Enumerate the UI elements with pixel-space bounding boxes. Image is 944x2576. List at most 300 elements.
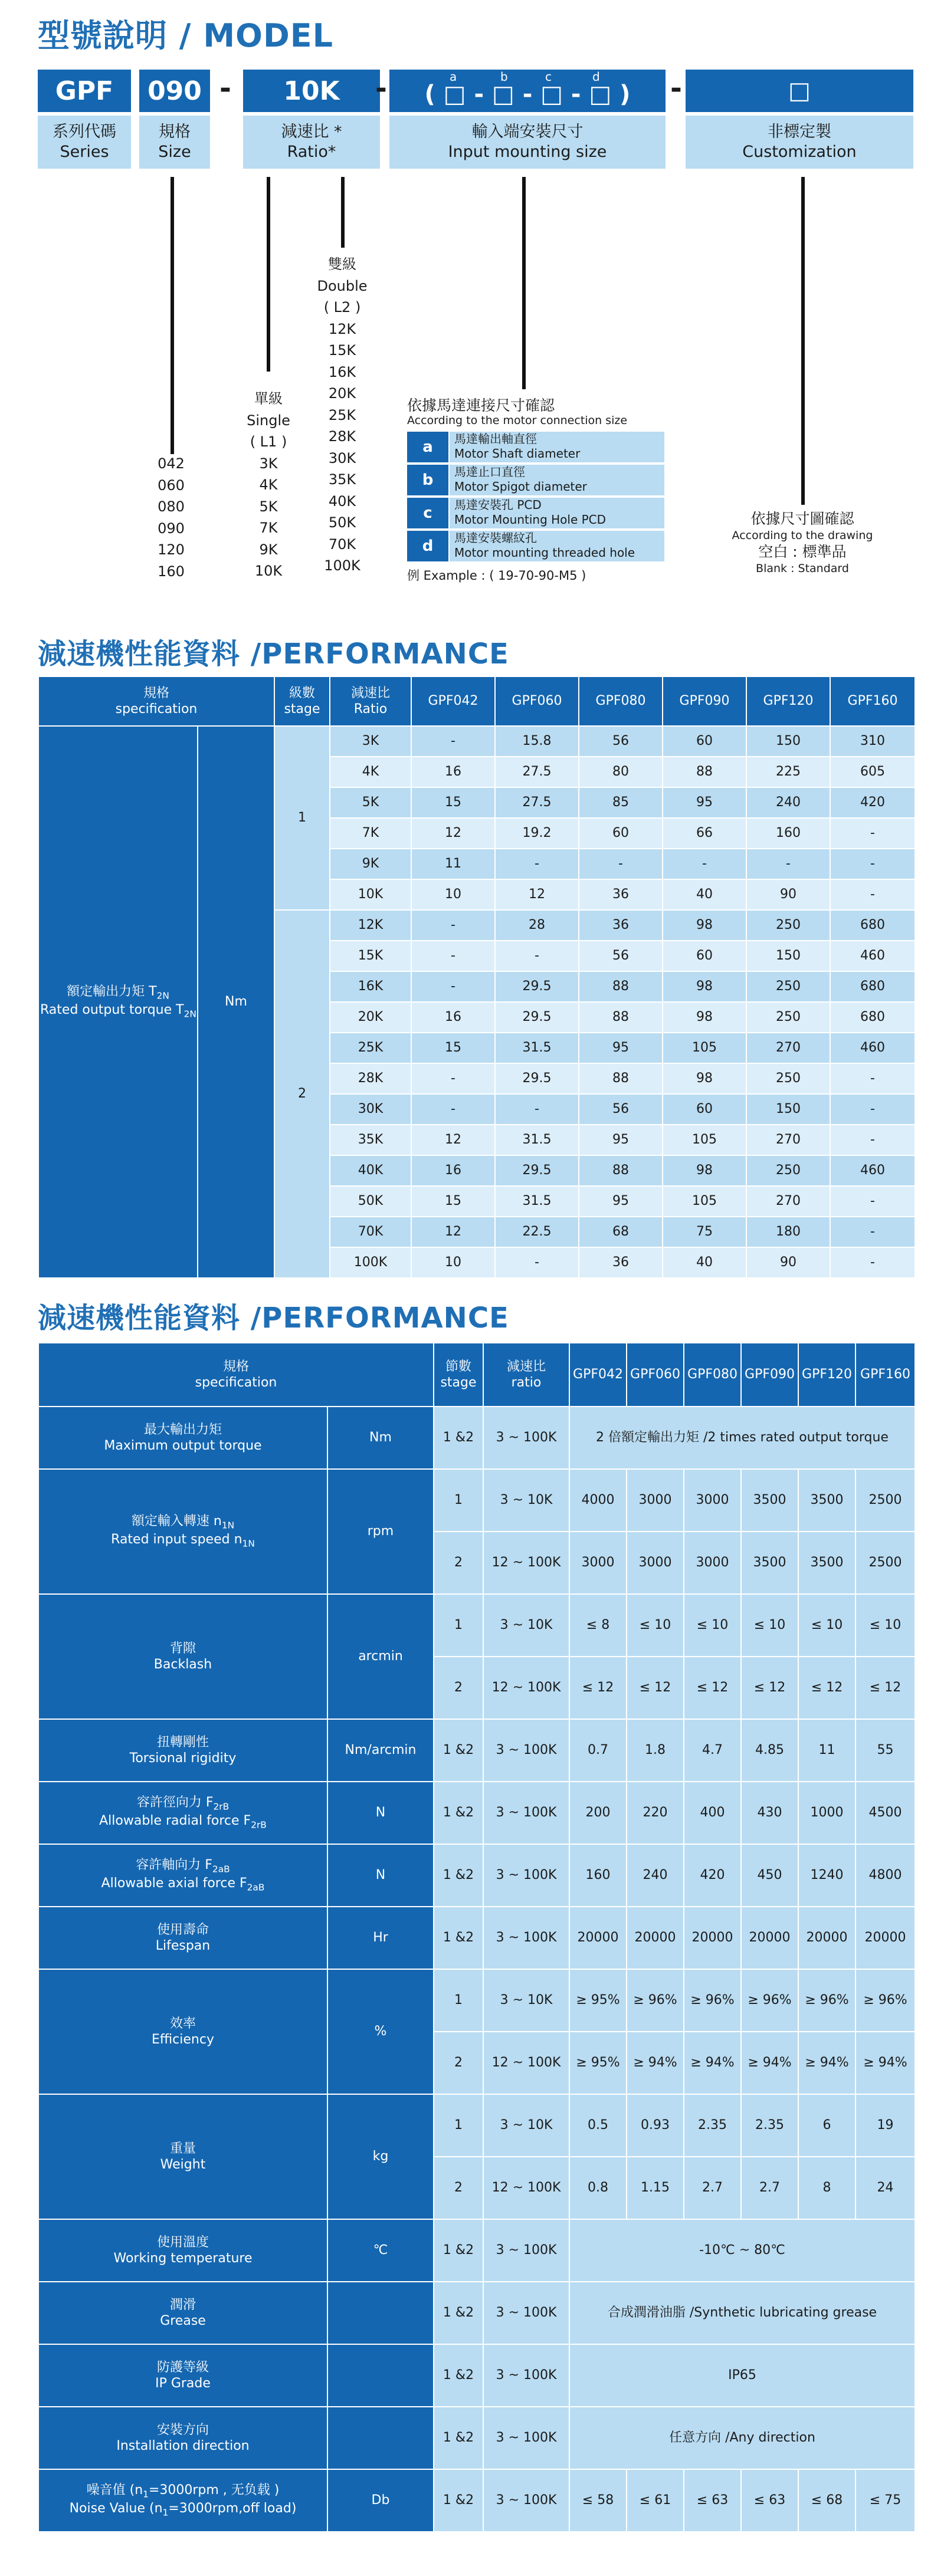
head-en: specification	[115, 702, 198, 717]
param-en: Grease	[160, 2314, 206, 2328]
double-label-en: Double	[317, 277, 368, 294]
perf2-value: ≤ 8	[569, 1594, 627, 1657]
head-cn: 節數	[445, 1359, 471, 1374]
perf2-value: 6	[798, 2094, 856, 2157]
perf2-stage: 1 &2	[434, 2469, 483, 2532]
perf2-row-noise	[38, 2469, 915, 2532]
label-series-cn: 系列代碼	[53, 123, 116, 141]
perf1-value: -	[411, 726, 495, 757]
perf2-value: 3500	[798, 1469, 856, 1532]
perf1-value: -	[411, 971, 495, 1002]
perf1-value: 180	[746, 1217, 830, 1247]
perf2-value: 4.7	[684, 1719, 741, 1782]
perf2-unit	[327, 2344, 434, 2407]
perf2-row-efficiency	[38, 1969, 915, 2032]
perf2-value: 3500	[798, 1532, 856, 1594]
perf2-stage: 1	[434, 2094, 483, 2157]
perf2-param-label	[38, 1782, 327, 1844]
perf2-stage: 1 &2	[434, 1782, 483, 1844]
perf2-row-radial	[38, 1782, 915, 1844]
perf2-value: 220	[627, 1782, 684, 1844]
perf2-head-stage	[434, 1343, 483, 1407]
perf2-value: 4500	[856, 1782, 915, 1844]
perf2-stage: 1 &2	[434, 2219, 483, 2282]
label-input-en: Input mounting size	[448, 143, 607, 161]
param-en: Rated input speed n	[111, 1532, 242, 1547]
motor-text	[450, 465, 664, 495]
perf2-stage: 2	[434, 2032, 483, 2094]
perf2-span-value: 任意方向 /Any direction	[569, 2407, 915, 2469]
param-en: Installation direction	[116, 2439, 250, 2453]
perf2-param-label	[38, 2407, 327, 2469]
perf2-unit: Db	[327, 2469, 434, 2532]
param-en: Allowable radial force F	[99, 1813, 251, 1828]
param-cn: 使用溫度	[156, 2235, 209, 2250]
perf1-ratio: 5K	[330, 787, 411, 818]
perf1-value: -	[830, 1217, 915, 1247]
perf2-header-row	[38, 1343, 915, 1407]
ratio-item: 16K	[328, 363, 356, 380]
connector-line	[341, 177, 345, 248]
perf2-head-model: GPF090	[741, 1343, 798, 1407]
perf1-param-label	[38, 726, 198, 1278]
label-series	[38, 116, 131, 169]
perf1-value: -	[830, 1125, 915, 1155]
perf2-row-speed	[38, 1469, 915, 1532]
perf1-value: 40	[663, 879, 746, 910]
perf2-param-label	[38, 1719, 327, 1782]
perf1-ratio: 15K	[330, 941, 411, 971]
ratio-item: 10K	[254, 563, 283, 579]
perf2-value: ≤ 10	[741, 1594, 798, 1657]
perf2-ratio: 3 ~ 100K	[483, 2219, 569, 2282]
perf2-span-value: IP65	[569, 2344, 915, 2407]
perf2-row-ip	[38, 2344, 915, 2407]
code-series: GPF	[38, 70, 131, 112]
perf2-stage: 2	[434, 1532, 483, 1594]
perf2-table	[38, 1342, 916, 2532]
perf2-value: 20000	[798, 1907, 856, 1969]
motor-item-c	[407, 498, 664, 528]
ratio-item: 40K	[328, 492, 356, 510]
param-sub: 1N	[242, 1538, 255, 1549]
perf1-value: 225	[746, 757, 830, 787]
perf1-ratio: 40K	[330, 1155, 411, 1186]
perf2-value: 4000	[569, 1469, 627, 1532]
perf2-value: ≤ 10	[627, 1594, 684, 1657]
perf1-head-model: GPF120	[746, 676, 830, 726]
param-sub: 2N	[156, 990, 169, 1001]
motor-text	[450, 531, 664, 561]
perf1-value: 95	[579, 1125, 663, 1155]
code-dash: -	[219, 72, 231, 105]
perf2-ratio: 3 ~ 100K	[483, 2469, 569, 2532]
param-sub: 2aB	[247, 1882, 265, 1893]
perf2-value: 1000	[798, 1782, 856, 1844]
perf1-value: 98	[663, 1155, 746, 1186]
param-en: Allowable axial force F	[101, 1876, 247, 1891]
perf1-value: 95	[579, 1186, 663, 1217]
perf1-value: 95	[579, 1033, 663, 1063]
perf1-value: 66	[663, 818, 746, 849]
perf2-ratio: 3 ~ 100K	[483, 1782, 569, 1844]
perf2-stage: 1 &2	[434, 2282, 483, 2344]
perf2-param-label	[38, 1594, 327, 1719]
param-cn: 噪音值 (n	[86, 2483, 143, 2498]
perf2-value: 420	[684, 1844, 741, 1907]
param-sub: 1	[162, 2507, 169, 2518]
perf2-value: 20000	[627, 1907, 684, 1969]
perf2-value: 1.15	[627, 2157, 684, 2219]
perf2-value: ≤ 68	[798, 2469, 856, 2532]
label-custom-cn: 非標定製	[768, 123, 831, 141]
perf2-row-max_torque	[38, 1407, 915, 1469]
drawing-title-cn: 依據尺寸圖確認	[750, 510, 854, 527]
drawing-block	[714, 511, 891, 577]
perf2-unit: N	[327, 1782, 434, 1844]
perf2-stage: 1 &2	[434, 1844, 483, 1907]
perf2-value: 3000	[627, 1469, 684, 1532]
perf1-value: 60	[663, 726, 746, 757]
perf2-value: 2500	[856, 1469, 915, 1532]
perf1-value: 88	[579, 1155, 663, 1186]
param-cn: 安裝方向	[156, 2422, 209, 2437]
code-ratio: 10K	[243, 70, 380, 112]
label-size	[139, 116, 210, 169]
perf2-stage: 1	[434, 1969, 483, 2032]
perf2-value: 430	[741, 1782, 798, 1844]
label-ratio-cn: 減速比 *	[281, 123, 342, 141]
perf2-row-temp	[38, 2219, 915, 2282]
motor-title-en: According to the motor connection size	[407, 414, 628, 427]
motor-item-a	[407, 432, 664, 462]
perf1-value: 10	[411, 1247, 495, 1278]
perf1-value: 105	[663, 1033, 746, 1063]
perf1-title: 減速機性能資料 /PERFORMANCE	[38, 638, 509, 671]
perf1-value: 270	[746, 1033, 830, 1063]
perf1-value: 150	[746, 941, 830, 971]
head-en: stage	[284, 702, 320, 717]
perf2-value: ≤ 12	[856, 1657, 915, 1719]
perf2-ratio: 12 ~ 100K	[483, 2157, 569, 2219]
perf1-head-ratio	[330, 676, 411, 726]
head-cn: 減速比	[506, 1359, 546, 1374]
perf1-head-model: GPF080	[579, 676, 663, 726]
perf2-value: ≤ 10	[856, 1594, 915, 1657]
param-en: Weight	[160, 2157, 206, 2172]
perf1-value: 250	[746, 910, 830, 941]
perf2-value: 450	[741, 1844, 798, 1907]
perf1-ratio: 50K	[330, 1186, 411, 1217]
perf1-ratio: 30K	[330, 1094, 411, 1125]
code-size: 090	[139, 70, 210, 112]
perf2-ratio: 3 ~ 100K	[483, 1844, 569, 1907]
perf1-value: 56	[579, 941, 663, 971]
motor-text	[450, 498, 664, 528]
perf1-value: 460	[830, 1033, 915, 1063]
label-custom	[686, 116, 913, 169]
perf1-stage: 2	[274, 910, 330, 1278]
size-item: 080	[158, 498, 185, 515]
motor-text-cn: 馬達輸出軸直徑	[454, 432, 537, 446]
perf2-head-model: GPF080	[684, 1343, 741, 1407]
perf2-value: ≥ 94%	[627, 2032, 684, 2094]
label-size-cn: 規格	[159, 123, 191, 141]
perf1-ratio: 28K	[330, 1063, 411, 1094]
perf1-value: -	[746, 849, 830, 879]
single-label-cn: 單級	[254, 390, 283, 407]
perf2-unit: Nm/arcmin	[327, 1719, 434, 1782]
perf2-stage: 1 &2	[434, 1407, 483, 1469]
perf2-unit	[327, 2407, 434, 2469]
size-item: 090	[158, 520, 185, 537]
connector-line	[267, 177, 270, 372]
drawing-title-en: According to the drawing	[732, 529, 873, 542]
perf2-value: 3500	[741, 1469, 798, 1532]
perf1-value: 250	[746, 1155, 830, 1186]
perf2-value: 2.35	[741, 2094, 798, 2157]
perf2-value: 240	[627, 1844, 684, 1907]
perf2-span-value: -10℃ ~ 80℃	[569, 2219, 915, 2282]
perf1-value: 98	[663, 1002, 746, 1033]
perf2-param-label	[38, 1844, 327, 1907]
param-cn: 防護等級	[156, 2360, 209, 2375]
perf1-ratio: 10K	[330, 879, 411, 910]
perf2-value: 4.85	[741, 1719, 798, 1782]
perf2-stage: 1 &2	[434, 2407, 483, 2469]
perf2-value: 3000	[684, 1532, 741, 1594]
perf1-value: 68	[579, 1217, 663, 1247]
perf1-value: 16	[411, 757, 495, 787]
perf2-stage: 1 &2	[434, 2344, 483, 2407]
param-cn: 額定輸出力矩 T	[67, 984, 157, 1000]
perf1-value: 16	[411, 1002, 495, 1033]
ratio-item: 15K	[328, 342, 356, 359]
perf2-stage: 1 &2	[434, 1907, 483, 1969]
perf2-head-model: GPF120	[798, 1343, 856, 1407]
perf1-value: -	[411, 1063, 495, 1094]
perf1-value: 250	[746, 971, 830, 1002]
perf1-body	[38, 726, 915, 1278]
perf2-value: ≥ 96%	[856, 1969, 915, 2032]
perf2-stage: 2	[434, 1657, 483, 1719]
perf1-value: -	[663, 849, 746, 879]
perf2-value: ≤ 75	[856, 2469, 915, 2532]
perf1-value: 56	[579, 726, 663, 757]
perf2-ratio: 3 ~ 10K	[483, 1469, 569, 1532]
perf2-value: 20000	[684, 1907, 741, 1969]
perf1-head-model: GPF060	[495, 676, 579, 726]
head-en: specification	[195, 1375, 277, 1390]
ratio-item: 28K	[328, 428, 356, 445]
perf1-value: 15.8	[495, 726, 579, 757]
perf1-value: 11	[411, 849, 495, 879]
perf1-value: 15	[411, 1186, 495, 1217]
perf1-value: 95	[663, 787, 746, 818]
perf2-title: 減速機性能資料 /PERFORMANCE	[38, 1302, 509, 1335]
perf1-header-row	[38, 676, 915, 726]
perf2-param-label	[38, 2094, 327, 2219]
motor-text-en: Motor Mounting Hole PCD	[454, 512, 607, 527]
perf2-value: 20000	[741, 1907, 798, 1969]
perf2-param-label	[38, 1407, 327, 1469]
motor-text-en: Motor Spigot diameter	[454, 479, 587, 494]
ratio-item: 70K	[328, 535, 356, 553]
perf2-value: 400	[684, 1782, 741, 1844]
perf2-value: 2.35	[684, 2094, 741, 2157]
perf1-value: 250	[746, 1002, 830, 1033]
perf1-value: 29.5	[495, 1002, 579, 1033]
head-cn: 級數	[289, 685, 315, 701]
connector-line	[522, 177, 526, 389]
param-sub: 2rB	[213, 1801, 230, 1812]
perf1-value: 88	[663, 757, 746, 787]
perf1-ratio: 9K	[330, 849, 411, 879]
drawing-blank-cn: 空白 : 標準品	[758, 543, 847, 560]
ratio-item: 25K	[328, 406, 356, 423]
perf2-unit: N	[327, 1844, 434, 1907]
perf1-value: 460	[830, 941, 915, 971]
perf1-ratio: 16K	[330, 971, 411, 1002]
perf1-ratio: 12K	[330, 910, 411, 941]
perf2-value: ≥ 96%	[684, 1969, 741, 2032]
perf2-value: 2500	[856, 1532, 915, 1594]
perf1-ratio: 70K	[330, 1217, 411, 1247]
perf1-value: 31.5	[495, 1186, 579, 1217]
perf1-value: -	[495, 1094, 579, 1125]
perf2-ratio: 3 ~ 10K	[483, 2094, 569, 2157]
perf2-value: ≥ 94%	[684, 2032, 741, 2094]
perf2-value: 2.7	[684, 2157, 741, 2219]
param-sub: 1	[143, 2489, 149, 2500]
perf1-value: 29.5	[495, 971, 579, 1002]
ratio-item: 4K	[259, 477, 278, 493]
param-cn: 容許軸向力 F	[136, 1858, 212, 1873]
perf2-value: ≥ 94%	[741, 2032, 798, 2094]
param-en: IP Grade	[155, 2376, 211, 2391]
param-en: Maximum output torque	[104, 1438, 262, 1453]
perf2-ratio: 3 ~ 100K	[483, 1907, 569, 1969]
perf2-value: ≥ 96%	[741, 1969, 798, 2032]
ratio-item: 100K	[324, 557, 360, 574]
param-cn: 扭轉剛性	[156, 1734, 209, 1750]
perf2-ratio: 3 ~ 10K	[483, 1969, 569, 2032]
motor-letter: b	[407, 465, 448, 495]
perf2-row-weight	[38, 2094, 915, 2157]
motor-text-cn: 馬達安裝螺紋孔	[454, 531, 537, 545]
perf2-value: 24	[856, 2157, 915, 2219]
perf1-value: 15	[411, 787, 495, 818]
motor-letter: a	[407, 432, 448, 462]
perf2-value: 0.5	[569, 2094, 627, 2157]
perf2-value: 3000	[569, 1532, 627, 1594]
perf2-param-label	[38, 2344, 327, 2407]
perf2-value: 160	[569, 1844, 627, 1907]
perf2-body	[38, 1407, 915, 2532]
perf1-value: 29.5	[495, 1155, 579, 1186]
perf1-value: 270	[746, 1186, 830, 1217]
perf1-head-model: GPF090	[663, 676, 746, 726]
param-en: Rated output torque T	[40, 1003, 184, 1017]
head-en: ratio	[511, 1375, 542, 1390]
perf1-value: 680	[830, 1002, 915, 1033]
perf2-stage: 1 &2	[434, 1719, 483, 1782]
perf2-param-label	[38, 1907, 327, 1969]
perf2-value: ≤ 58	[569, 2469, 627, 2532]
perf1-value: 105	[663, 1186, 746, 1217]
code-customization: □	[686, 70, 913, 112]
perf1-head-spec	[38, 676, 274, 726]
code-letter-c: c	[545, 70, 552, 84]
code-letter-b: b	[500, 70, 508, 84]
perf1-table	[38, 676, 916, 1279]
perf1-value: 12	[411, 1125, 495, 1155]
perf1-value: 310	[830, 726, 915, 757]
param-cn: 潤滑	[169, 2297, 196, 2312]
perf2-value: 20000	[569, 1907, 627, 1969]
ratio-item: 9K	[259, 541, 278, 558]
motor-text-cn: 馬達安裝孔 PCD	[454, 498, 542, 512]
perf1-row	[38, 726, 915, 757]
motor-item-b	[407, 465, 664, 495]
perf2-head-model: GPF042	[569, 1343, 627, 1407]
param-en: Torsional rigidity	[129, 1751, 237, 1766]
perf1-value: 98	[663, 971, 746, 1002]
perf2-param-label	[38, 1969, 327, 2094]
perf2-value: 3000	[684, 1469, 741, 1532]
perf1-value: 605	[830, 757, 915, 787]
perf2-value: 20000	[856, 1907, 915, 1969]
perf1-value: 460	[830, 1155, 915, 1186]
param-en: =3000rpm,off load)	[168, 2501, 297, 2516]
perf2-row-install	[38, 2407, 915, 2469]
motor-example: 例 Example : ( 19-70-90-M5 )	[407, 569, 586, 583]
perf1-value: 36	[579, 879, 663, 910]
perf1-value: 60	[663, 941, 746, 971]
connector-line	[801, 177, 805, 505]
perf2-value: 0.93	[627, 2094, 684, 2157]
param-cn: 額定輸入轉速 n	[131, 1514, 222, 1529]
perf1-value: 56	[579, 1094, 663, 1125]
perf2-ratio: 3 ~ 100K	[483, 2344, 569, 2407]
perf2-row-axial	[38, 1844, 915, 1907]
perf1-value: 12	[411, 818, 495, 849]
perf2-unit: kg	[327, 2094, 434, 2219]
perf1-value: -	[830, 1247, 915, 1278]
perf2-row-backlash	[38, 1594, 915, 1657]
perf1-value: 22.5	[495, 1217, 579, 1247]
size-item: 160	[158, 563, 185, 580]
perf2-stage: 1	[434, 1594, 483, 1657]
perf1-value: 680	[830, 910, 915, 941]
label-series-en: Series	[60, 143, 109, 161]
perf1-head-model: GPF042	[411, 676, 495, 726]
perf1-value: -	[830, 1063, 915, 1094]
perf2-head-model: GPF160	[856, 1343, 915, 1407]
perf2-param-label	[38, 1469, 327, 1594]
ratio-item: 20K	[328, 385, 356, 402]
perf2-ratio: 3 ~ 100K	[483, 2407, 569, 2469]
perf1-value: 88	[579, 971, 663, 1002]
perf1-value: 28	[495, 910, 579, 941]
single-label-en: Single	[247, 412, 290, 429]
perf1-value: -	[830, 849, 915, 879]
perf2-value: 0.8	[569, 2157, 627, 2219]
perf2-value: ≤ 63	[741, 2469, 798, 2532]
perf1-value: 88	[579, 1063, 663, 1094]
perf1-value: 150	[746, 1094, 830, 1125]
size-item: 120	[158, 541, 185, 558]
